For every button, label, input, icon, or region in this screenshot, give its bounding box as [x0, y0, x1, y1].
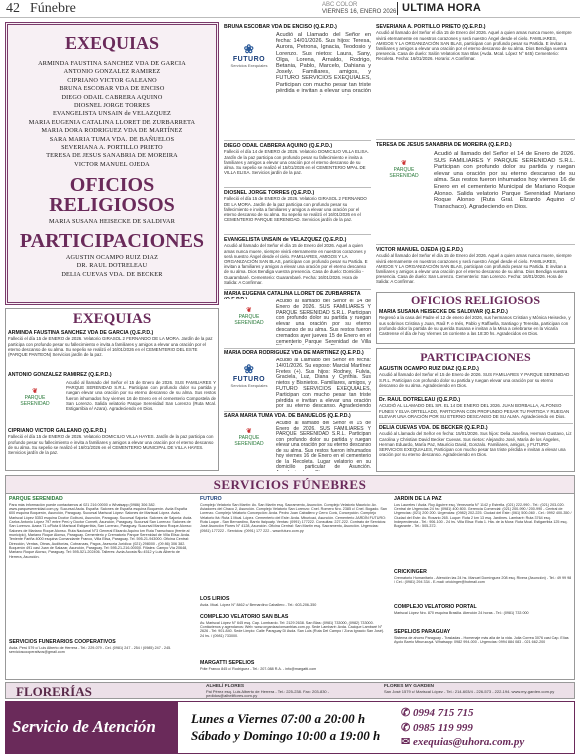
leaf-icon: ❦: [246, 307, 252, 314]
notice-body: Acudió al llamado del Señor el 15 de Enero de 2026. SUS FAMILIARES Y PARQUE SERENIDAD S.R.L. Participan con profundo dolor su partida y ruegan elevar una oración por su eterno descanso de su alma. Sus restos fueron inhumados hoy viernes 16 de Enero en el cementerio Compostela de San Lorenzo. Salida velatorio Parque Serenidad San Lorenzo (Ruta Mcal. Estigarribia e/ Azara). Agradeciendo en Dios.: [66, 380, 216, 412]
notice-tuma-title: [224, 413, 371, 421]
logo-text: PARQUE: [24, 395, 46, 401]
logo-text: FUTURO: [232, 376, 266, 383]
issue-date: VIERNES 16, ENERO 2026: [322, 9, 397, 15]
service-details: Mariscal López Nro. 870 esquina Brasilia. Atención 24 horas - Tel.: (0981) 733 000: [394, 610, 529, 615]
divider: [224, 234, 371, 235]
summary-frame: [5, 22, 219, 305]
notice-rodriguez-body: [276, 358, 371, 408]
hours-weekend: Sábado y Domingo 10:00 a 19:00 h: [191, 728, 381, 743]
notice-title: AGUSTIN OCAMPO RUIZ DIAZ (Q.E.P.D.): [379, 366, 479, 372]
notice-gonzalez-title: [8, 372, 216, 380]
leaf-icon: ❦: [32, 388, 38, 395]
service-parque-serenidad: [9, 496, 194, 636]
service-futuro: [200, 496, 388, 594]
service-details: Para más información puede contactarnos al 021 216 00000 o Whatsapp (0986) 306 382. www.parqueserenidad.com.py. Sucursal Asda. España: Salones de España esquina Boquerón. Avda España 600 esquina Boquerón, Asunción, Paraguay. Sucursal Mariscal López: Salones de Mariscal López. Avda. Mariscal López 5353 esquina Doctor Goiburú, Asunción, Paraguay. Sucursal Sajonia: Salones de Sajonia: Avda. Carlos Antonio López 797 entre Perú y Doctor Cornett, Asunción, Paraguay. Sucursal San Lorenzo: Salones de San Lorenzo. Azara 71 c/Ruta 6 Mariscal Estigarribia, San Lorenzo, Paraguay. Sucursal Mariano Roque Alonso: Salones de Mariano Roque Alonso. Ruta Nacional N°3 General Elizardo Aquino km Ruta Transchaco (frente al municipio), Mariano Roque Alonso, Paraguay. Cementerio y Crematorio Parque Serenidad de Villa Elisa: Avda. Teniente Fariña 4000 esquina Comandante Franco, Villa Elisa, Paraguay. Tel. 595-21-943000. Oficina Central: Dirección, Ventas, Obras, Auditorías, Cobranzas, Pagos, Asesoría Jurídica: (021) 298000 - (09 86) 306 382. Boquerón 491 casi Juan de Salazar, Asunción, Paraguay. Tel: 595-21-216-00000. Filiales: Campo Vía 20648, Mariano Roque Alonso, Paraguay. Tel: 595-521-202406. Talleres: Avda Acosta Ñu 4512 y Luis Alberto de Herrera, Asunción.: [9, 502, 193, 559]
service-details: Los Laureles / Avda. Ruy Aguirre esq. Venezuela N° 1142 y Estrella. (021) 222-990 - Tel.: (021) 203-020. Central de Urgencias 24 hs: (0981) 400 800. Gerencia Comercial: (021) 200-990 / 200-990 - Central de Urgencias: (021) 200 200. Urgencias: (0982) 202-225. Ciudad del Este: (061) 500-060 - Cel.: 0992 400-350 / Ciudad del Este: Av. Rosario 265. Luque: Ruta 2 km 13 esq. Jardines. Lambaré: Ruta 3764 esq. Independencia - Tel.: 906-100 - 24 hs. Villa Elisa: Ruta 1. Hta. de la Mora: Ruta Mcal. Estigarribia 125 esq. Bogarante - Tel.: 505-372.: [394, 502, 572, 529]
divider: [224, 140, 371, 141]
deceased-name: VICTOR MANUEL OJEDA: [74, 160, 150, 168]
notice-title: MARIA SUSANA HEISECKE DE SALDIVAR (Q.E.P.D.): [379, 309, 508, 315]
deceased-name: EVANGELISTA UNSAIN de VELAZQUEZ: [52, 110, 172, 118]
hours-weekday: Lunes a Viernes 07:00 a 20:00 h: [191, 711, 366, 726]
contact-info: [401, 706, 524, 750]
service-cooperativos: [9, 639, 194, 677]
header-divider: [397, 2, 398, 15]
notice-body: Acudió al llamado del Señor el 14 de Enero de 2026. SUS FAMILIARES Y PARQUE SERENIDAD S.R.L. Participan con profundo dolor su partida y ruegan elevar una oración por su eterno descanso de su alma. Sus restos fueron inhumados hoy viernes 16 de Enero en el cementerio Municipal de Mariano Roque Alonso. Salida velatorio Parque Serenidad Mariano Roque Alonso (Ruta Gral. Elizardo Aquino c/ Transchaco). Agradeciendo en Dios.: [434, 151, 575, 210]
newspaper-name: ULTIMA HORA: [402, 2, 482, 14]
notice-ojeda: [376, 247, 575, 289]
notice-body: Acudió al Llamado del Señor en fecha: 14/01/2026. Sus hijos: Teresa, Aurora, Petrona, Ignacia, Teodosio y Lorenzo. Sus nietos: Laura, Sany, Olga, Lorena, Arnaldo, Rodrigo, Betania, Pablo, Marcelo, Dahiana y Josely. Familiares, amigos, y FUTURO SERVICIOS EXEQUIALES, Participan con mucho pesar tan triste pérdida e invitan a elevar una oración: [276, 32, 371, 94]
notice-body: Regresó a la casa del Padre el 12 de enero del 2026, sus hermanos Cristian y Mónica Heisecke, y sus sobrinos Cristina y Juan, Raúl F. e Inés, Pablo y Raffaella, Santiago y Teresita, participan con profundo dolor la partida de su querida Susana e invitan a la Misa a celebrarse en la Vicaría Castrense el día de hoy Viernes 16 corriente a las 18:30 hs. Agradecidos en Dios.: [379, 315, 571, 337]
notice-title: SEVERIANA A. PORTILLO PRIETO (Q.E.P.D.): [376, 24, 486, 30]
deceased-name: ARMINDA FAUSTINA SANCHEZ VDA DE GARCIA: [38, 60, 186, 67]
notice-body: Acudió al llamado del Señor el 14 de Enero de 2026. SUS FAMILIARES Y PARQUE SERENIDAD S.R.L. Participan con profundo dolor su partida y ruegan elevar una oración por su eterno descanso de su alma. Sus restos fueron cremados ayer jueves 15 de Enero en el cementerio Parque Serenidad de Villa: [276, 299, 371, 345]
logo-text: SERENIDAD: [234, 320, 264, 326]
notice-title: Dr. RAUL DOTRELEAU (Q.E.P.D.): [379, 397, 461, 403]
notice-body: Acudió al Llamado del Señor en fecha: 15/01/2026. Sus hijos: Delia Josefina, Herman Gustavo, Liz Carolina y Christian David Becker Cuevas. Sus nietos: Alejandro José, María de los Ángeles, Herman Eduardo, María Paz, Mauricio David, Gonzalo. Familiares, amigos, y FUTURO SERVICIOS EXEQUIALES, Participan con mucho pesar tan triste pérdida e invitan a elevar una oración por su eterno descanso. Agradeciendo en Dios.: [379, 431, 572, 458]
email-icon: ✉: [401, 736, 411, 748]
notice-ocampo: [379, 366, 573, 394]
notice-sanabria-title: [376, 142, 575, 150]
notice-title: VICTOR MANUEL OJEDA (Q.E.P.D.): [376, 247, 463, 253]
notice-title: MARIA EUGENIA CATALINA LLORET DE ZURBARRETA: [224, 291, 361, 297]
service-los-lirios: [200, 596, 388, 612]
notice-body: Falleció el día 15 de ENERO de 2026. Velatorio DOMICILIO VILLA HAYES. Jardín de la paz participa con profundo pesar su fallecimiento e invita a familiares y amigos a elevar una oración por el eterno descanso de su alma. Su sepelio se realizó el 16/01/2026 en el CEMENTERIO MUNICIPAL DE VILLA HAYES. Servicios jardín de la paz.: [8, 434, 214, 456]
deceased-name: DELIA CUEVAS VDA. DE BECKER: [61, 270, 163, 278]
service-jardin-de-la-paz: [394, 496, 572, 566]
floreria-name: FLORES MY GARDEN: [384, 684, 435, 689]
notice-title: BRUNA ESCOBAR VDA DE ENCISO (Q.E.P.D.): [224, 24, 337, 30]
service-label: Servicio de Atención: [12, 717, 156, 736]
logo-text: FUTURO: [232, 56, 266, 63]
phone-icon: ✆: [401, 707, 411, 719]
service-details: Av. Mariscal López N° 645 esq. Cap. Lombardo. Tel: 2129 2638. San Blas: (0981) 733000, (0982) 733000. Contáctenos y agendanos: Web: www.organizacionsanblas.com.py. Sede Lambaré: Avda. Cacique Lambaré N° 2626 - Tel: 901-840. Sede Limpio: Calle Paraguay Di Asda. San Luis (Ruta Del Campo / Zona Ignacio San José). 24 hs. / (0981) 733000.: [200, 620, 385, 638]
notice-body: Falleció el día 14 de ENERO de 2026. Velatorio DOMICILIO VILLA ELISA. Jardín de la paz participa con profundo pesar su fallecimiento e invita a familiares y amigos a elevar una oración por el eterno descanso de su alma. Su sepelio se realizó el 15/01/2026 en el CEMENTERIO MPAL DE VILLA ELISA. Servicios jardín de la paz.: [224, 149, 369, 176]
notice-body: ACUDIÓ AL LLAMADO DEL SR. EL 14 DE ENERO DEL 2026. JUAN BORBALLA, ALFONSO FUNES Y ELVA ORTELLADO, PARTICIPAN CON PROFUNDO PESAR TU PARTIDA Y RUEGAN ELEVAR UNA ORACIÓN POR SU ETERNO DESCANSO DE SU ALMA. Agradeciendo en Dios.: [379, 403, 570, 419]
leaf-icon: ❦: [246, 428, 252, 435]
service-name: PARQUE SERENIDAD: [9, 496, 63, 502]
notice-escobar-title: [224, 24, 370, 32]
notice-portillo: [376, 24, 575, 84]
divider: [376, 244, 575, 245]
logo-text: Servicios Exequiales: [230, 383, 268, 388]
service-details: Crematorio Humanitario - Atención las 24 hs. Manuel Domínguez 208 esq. Rivera (Asunción) - Tel.: 49 99 98 / Cel.: (0981) 294 334 - E-mail: crickinger@hotmail.com: [394, 575, 572, 584]
logo-text: PARQUE: [238, 314, 260, 320]
notice-title: DIOSNEL JORGE TORRES (Q.E.P.D.): [224, 190, 315, 196]
deceased-name: MARIA EUGENIA CATALINA LLORET DE ZURBARRETA: [28, 118, 196, 126]
notice-tuma-body: [276, 421, 371, 471]
notice-title: TERESA DE JESUS SANABRIA DE MOREIRA (Q.E.P.D.): [376, 142, 512, 148]
logo-text: SERENIDAD: [389, 173, 419, 179]
notice-title: MARIA DORA RODRIGUEZ VDA DE MARTÍNEZ (Q.E.P.D.): [224, 350, 364, 356]
funeral-services-directory: [5, 475, 575, 680]
deceased-name: BRUNA ESCOBAR VDA DE ENCISO: [59, 85, 165, 93]
futuro-mark-icon: ❀: [243, 42, 255, 56]
frame-oficios-list: [8, 218, 216, 226]
notice-dotreleau: [379, 397, 573, 421]
logo-text: SERENIDAD: [234, 441, 264, 447]
floreria-my-garden: [384, 684, 572, 694]
service-margatti: [200, 660, 388, 678]
notice-body: Acudió al llamado del Señor el 15 de Enero de 2026. SUS FAMILIARES Y PARQUE SERENIDAD S.R.L. Participan con profundo dolor su partida y ruegan elevar una oración por su eterno descanso de su alma. Sus restos fueron inhumados hoy viernes 16 de Enero en el cementerio de la Recoleta. Lugar velatorio en su domicilio particular de Asunción.: [276, 421, 371, 470]
notice-lloret-title: [224, 291, 371, 299]
floreria-alheli: [206, 684, 376, 699]
frame-participaciones-title: PARTICIPACIONES: [19, 229, 205, 252]
notice-escobar-body: [276, 32, 371, 95]
notice-body: Acudió al llamado del Señor el día 15 de Enero del 2026. Aquel a quien amas nunca muere, siempre vivirá eternamente en nuestros corazones y será nuestro Ángel desde el cielo. FAMILIARES, AMIGOS Y LA ORGANIZACIÓN SAN BLAS, participan con profundo pesar su Partida. E invitan a familiares y amigos a elevar una oración por el eterno descanso de su alma. Dios Bendiga vuestra presencia. Casa de duelo: Domicilio - Guarambaré. Cementerio: Guarambaré. Fecha: 16/01/2026. Hora de Salida: A Confirmar.: [224, 243, 368, 285]
service-name: FUTURO: [200, 496, 222, 502]
service-crickinger: [394, 569, 572, 601]
notice-body: Acudió al llamado del Señor el 15 de Enero de 2026. SUS FAMILIARES Y PARQUE SERENIDAD S.R.L. Participan con profundo dolor su partida y ruegan elevar una oración por su eterno descanso de su alma. Agradeciendo en Dios.: [379, 372, 570, 388]
notice-cabrera: [224, 143, 371, 185]
notice-galeano: [8, 428, 216, 468]
service-hours: [191, 710, 380, 744]
deceased-name: CIPRIANO VICTOR GALEANO: [67, 76, 157, 84]
notice-torres: [224, 190, 371, 232]
notice-title: DIEGO ODAIL CABRERA AQUINO (Q.E.P.D.): [224, 143, 333, 149]
service-name: JARDÍN DE LA PAZ: [394, 496, 442, 502]
parque-serenidad-logo: [378, 160, 430, 179]
notice-unsain: [224, 237, 371, 287]
deceased-name: TERESA DE JESUS SANABRIA DE MOREIRA: [46, 152, 178, 160]
service-hours-banner: [5, 701, 575, 754]
notice-body: Acudió al llamado del Señor el día 15 de Enero del 2026. Aquel a quien amas nunca muere, siempre vivirá eternamente en nuestros corazones y será nuestro Ángel desde el cielo. FAMILIARES, AMIGOS Y LA ORGANIZACIÓN SAN BLAS, participan con profundo pesar su Partida. E invitan a familiares y amigos a elevar una oración por el eterno descanso de su alma. Dios Bendiga vuestra presencia. Casa de duelo: San Lorenzo. Cementerio: San Lorenzo. Fecha: 16/01/2026. Hora de Salida: A Confirmar.: [376, 253, 572, 285]
parque-serenidad-logo: [10, 388, 60, 407]
service-details: Avda. Mcal. López N° 8462 c/ Bernardino Caballero - Tel.: 603-206-350: [200, 602, 317, 607]
florerias-title: FLORERÍAS: [16, 684, 92, 699]
participaciones-title: PARTICIPACIONES: [420, 350, 531, 364]
notice-title: ANTONIO GONZALEZ RAMIREZ (Q.E.P.D.): [8, 372, 112, 378]
notice-gonzalez-body: [66, 380, 216, 424]
email-address[interactable]: exequias@uhora.com.py: [413, 736, 525, 748]
parque-serenidad-logo: [224, 428, 274, 447]
page-header: [0, 0, 580, 18]
whatsapp-number[interactable]: 0985 119 999: [413, 721, 473, 734]
frame-exequias-title: EXEQUIAS: [64, 33, 160, 53]
frame-exequias-list: [8, 60, 216, 169]
frame-oficios-title: OFICIOS RELIGIOSOS: [49, 174, 175, 217]
divider: [224, 411, 371, 412]
florerias-bar: [5, 682, 575, 699]
notice-lloret-body: [276, 299, 371, 345]
notice-title: CIPRIANO VICTOR GALEANO (Q.E.P.D.): [8, 428, 107, 434]
divider: [376, 139, 575, 140]
divider: [379, 395, 573, 396]
page-number: 42: [6, 1, 20, 16]
notice-body: Falleció el día 15 de ENERO de 2026. Velatorio GIRASOL 2 FERNANDO DE LA MORA. Jardín de la paz participa con profundo pesar su fallecimiento e invita a familiares y amigos a elevar una oración por el eterno descanso de su alma. Su sepelio se realizó el 16/01/2026 en el CEMENTERIO PARQUE SERENIDAD. Servicios jardín de la paz.: [224, 196, 367, 223]
service-name: MARGATTI SEPELIOS: [200, 660, 255, 666]
parque-serenidad-logo: [224, 307, 274, 326]
floreria-details: Pai Pérez esq. Luis Alberto de Herrera - Tel.: 225-238. Fax: 203-830 - pedidos@alheliflores.com.py: [206, 688, 330, 699]
futuro-mark-icon: ❀: [243, 362, 255, 376]
deceased-name: SARA MARIA TUMA VDA. DE BAÑUELOS: [49, 135, 175, 143]
deceased-name: SEVERIANA A. PORTILLO PRIETO: [61, 144, 163, 152]
service-name: COMPLEJO VELATORIO SAN BLAS: [200, 614, 289, 620]
notice-sanchez: [8, 330, 216, 370]
futuro-logo: [224, 42, 274, 68]
service-details: Sistema de ahorro Paraguay - Trasladas - Homenaje más alla de la vida. Julia Correa 3076 casi Cap. Elías Ayolo Barrio Mburucuyá. Whatsapp: 0982 994-000 - Urgencias: 0994 884 083 - 021 662-200: [394, 635, 569, 644]
service-name: COMPLEJO VELATORIO PORTAL: [394, 604, 477, 610]
notice-body: Falleció el día 15 de ENERO de 2026. Velatorio GIRASOL 2 FERNANDO DE LA MORA. Jardín de la paz participa con profundo pesar su fallecimiento e invita a familiares y amigos a elevar una oración por el eterno descanso de su alma. Su sepelio se realizó el 16/01/2026 en el CEMENTERIO DEL ESTE (PARQUE PANTEON) Servicios jardín de la paz.: [8, 336, 213, 358]
floreria-name: ALHELÍ FLORES: [206, 684, 245, 689]
notice-body: Acudió al llamado del Señor el día 15 de Enero del 2026. Aquel a quien amas nunca muere, siempre vivirá eternamente en nuestros corazones y será nuestro Ángel desde el cielo. FAMILIARES, AMIGOS Y LA ORGANIZACIÓN SAN BLAS, participan con profundo pesar su Partida. E invitan a familiares y amigos a elevar una oración por el eterno descanso de su alma. Dios Bendiga vuestra presencia. Casa de duelo: Salón Velatorios San Blas (Avda. Mcal. López N° 645) Cementerio: Recoleta. Fecha: 16/01/2026. Horario: A Confirmar.: [376, 30, 572, 62]
floreria-details: San José 1579 c/ Mariscal López - Tel.: 214-603/4 - 226-573 - 222-194. www.my-garden.com.py: [384, 688, 555, 694]
notice-heisecke: [379, 309, 573, 343]
service-name: LOS LIRIOS: [200, 596, 230, 602]
logo-text: PARQUE: [393, 167, 415, 173]
newspaper-brand: ABC COLOR: [322, 2, 358, 8]
service-sepelios-paraguay: [394, 629, 572, 677]
service-san-blas: [200, 614, 388, 658]
section-title: Fúnebre: [30, 1, 76, 16]
notice-title: DELIA CUEVAS VDA. DE BECKER (Q.E.P.D.): [379, 425, 488, 431]
service-details: Pdte Franco 845 c/ Rodríguez - Tel.: 207-088 R.A. - info@margatti.com: [200, 666, 317, 671]
service-details: Complejo Velatorio San Martín: Av. San Martín esq. Sacramento, Asunción. Complejo Velatorio Mauricio: Av. Aviadores del Chaco 2, Asunción. Complejo Velatorio San Lorenzo: Cnel. Romero Nro. 2385 c/ Cnel. Bogado. San Lorenzo. Complejo Velatorio Concepción: Avda. Pedro Juan Caballero y Cerro Corá, Concepción. Complejo Velatorio Itá: Ruta 1 Mcal. López. Cementerio del Este: Avda. Mburicaó, Asunción. Cementerio JARDÍN FUTURO: Ruta Luque - San Bernardino, Barrio Itaipuaty. Ventas: (0991) 177222. Consultas: 227-222. Contrato de Servicios: José Asunción Flores N° 4128, Asunción. Oficina Central: San Martín esq. Sacramento, Asunción. Urgencias: (0981) 177222 - Servicios: (0991) 177 222 - www.futuro.com.py: [200, 502, 387, 533]
futuro-logo: [224, 362, 274, 388]
deceased-name: AGUSTIN OCAMPO RUIZ DIAZ: [65, 253, 159, 261]
service-details: Avda. Perú 579 c/ Luis Alberto de Herrera - Tel.: 229-079 - Cel. (0981) 247 - 254 / (0985) 247 - 245. servicioscooperativos@gmail.com: [9, 645, 172, 654]
service-name: SERVICIOS FUNERARIOS COOPERATIVOS: [9, 639, 116, 645]
logo-text: SERENIDAD: [20, 401, 50, 407]
notice-rodriguez-title: [224, 350, 371, 358]
deceased-name: DIOSNEL JORGE TORRES: [73, 102, 151, 110]
deceased-name: DR. RAUL DOTRELEAU: [76, 262, 148, 270]
phone-number[interactable]: 0994 715 715: [413, 707, 474, 719]
notice-body: Acudió al Llamado del Señor en fecha: 14/01/2026. Su esposo: Marcial Martínez Fretes (+). Sus hijos: Rodney, Fulvia, Graciela, Luz, Diana y Cynthia. Sus nietos y Bisnietos. Familiares, amigos, y FUTURO SERVICIOS EXEQUIALES, Participan con mucho pesar tan triste pérdida e invitan a elevar una oración por su eterno descanso. Agradeciendo: [276, 358, 371, 408]
oficios-title: OFICIOS RELIGIOSOS: [410, 293, 541, 307]
notice-title: EVANGELISTA UNSAIN de VELAZQUEZ (Q.E.P.D.): [224, 237, 347, 243]
divider: [379, 423, 573, 424]
service-name: SEPELIOS PARAGUAY: [394, 629, 451, 635]
logo-text: PARQUE: [238, 435, 260, 441]
deceased-name: DIEGO ODAIL CABRERA AQUINO: [61, 93, 163, 101]
notice-sanabria-body: [434, 151, 575, 239]
whatsapp-icon: ✆: [401, 721, 411, 734]
service-label-panel: [6, 702, 178, 753]
frame-participaciones-list: [8, 254, 216, 279]
service-portal: [394, 604, 572, 626]
divider: [224, 289, 371, 290]
leaf-icon: ❦: [401, 160, 407, 167]
deceased-name: ANTONIO GONZALEZ RAMIREZ: [63, 68, 161, 76]
logo-text: Servicios Exequiales: [230, 63, 268, 68]
deceased-name: MARIA DORA RODRIGUEZ VDA DE MARTÍNEZ: [41, 127, 183, 135]
divider: [224, 348, 371, 349]
notice-title: ARMINDA FAUSTINA SANCHEZ VDA DE GARCIA (Q.E.P.D.): [8, 330, 154, 336]
left-box-title: EXEQUIAS: [72, 311, 152, 327]
divider: [224, 187, 371, 188]
notice-title: SARA MARIA TUMA VDA. DE BAÑUELOS (Q.E.P.D.): [224, 413, 351, 419]
deceased-name: MARIA SUSANA HEISECKE DE SALDIVAR: [48, 218, 176, 226]
services-title: SERVICIOS FÚNEBRES: [6, 476, 574, 494]
service-name: CRICKINGER: [394, 569, 427, 575]
notice-cuevas: [379, 425, 573, 471]
